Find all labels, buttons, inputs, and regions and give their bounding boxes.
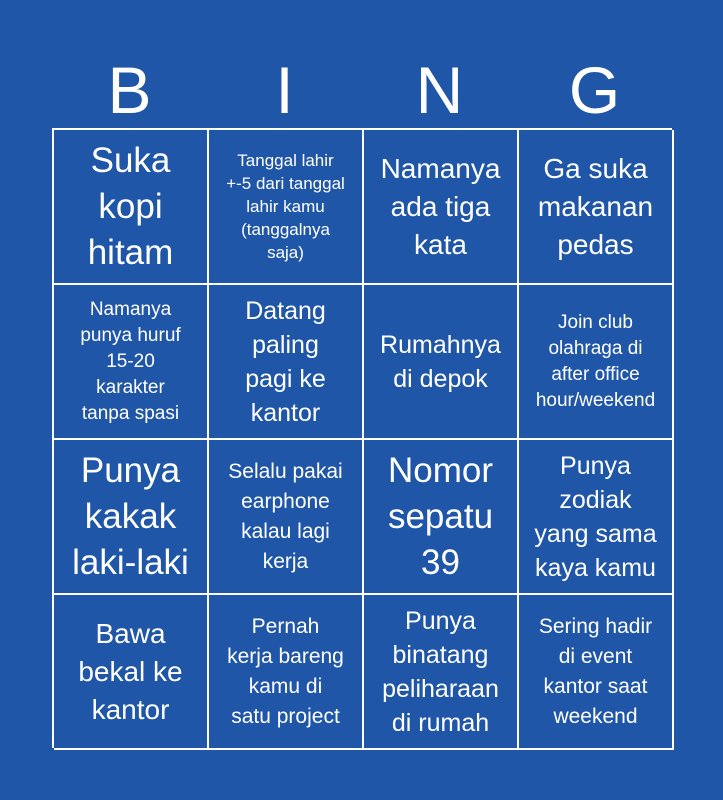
bingo-cell[interactable]	[209, 130, 364, 285]
cell-text: Tanggal lahir +-5 dari tanggal lahir kamu (tanggalnya saja)	[226, 151, 345, 262]
cell-text: Rumahnya di depok	[380, 330, 501, 393]
bingo-header	[52, 52, 672, 128]
bingo-cell[interactable]	[364, 595, 519, 750]
bingo-cell[interactable]	[519, 285, 674, 440]
header-letter-g: G	[568, 53, 621, 127]
bingo-cell[interactable]	[54, 285, 209, 440]
cell-text: Pernah kerja bareng kamu di satu project	[227, 614, 344, 728]
bingo-cell[interactable]	[209, 595, 364, 750]
bingo-cell[interactable]	[519, 595, 674, 750]
bingo-grid	[52, 128, 672, 748]
cell-text: Selalu pakai earphone kalau lagi kerja	[228, 459, 343, 573]
cell-text: Punya zodiak yang sama kaya kamu	[534, 451, 657, 582]
cell-text: Nomor sepatu 39	[387, 450, 494, 582]
cell-text: Ga suka makanan pedas	[537, 152, 654, 260]
cell-text: Namanya punya huruf 15-20 karakter tanpa spasi	[80, 298, 181, 424]
header-letter-b: B	[107, 53, 152, 127]
bingo-cell[interactable]	[364, 285, 519, 440]
bingo-cell[interactable]	[519, 440, 674, 595]
bingo-cell[interactable]	[54, 130, 209, 285]
bingo-cell[interactable]	[54, 440, 209, 595]
cell-text: Punya binatang peliharaan di rumah	[382, 606, 499, 737]
bingo-cell[interactable]	[364, 130, 519, 285]
bingo-cell[interactable]	[364, 440, 519, 595]
header-letter-n: N	[415, 53, 464, 127]
cell-text: Punya kakak laki-laki	[72, 450, 189, 582]
cell-text: Suka kopi hitam	[87, 140, 174, 272]
bingo-cell[interactable]	[209, 440, 364, 595]
bingo-cell[interactable]	[54, 595, 209, 750]
header-letter-i: I	[275, 53, 294, 127]
cell-text: Namanya ada tiga kata	[380, 152, 501, 260]
cell-text: Datang paling pagi ke kantor	[245, 296, 326, 427]
bingo-cell[interactable]	[209, 285, 364, 440]
cell-text: Bawa bekal ke kantor	[78, 617, 183, 725]
bingo-cell[interactable]	[519, 130, 674, 285]
cell-text: Join club olahraga di after office hour/weekend	[535, 311, 656, 411]
cell-text: Sering hadir di event kantor saat weekend	[538, 614, 653, 728]
